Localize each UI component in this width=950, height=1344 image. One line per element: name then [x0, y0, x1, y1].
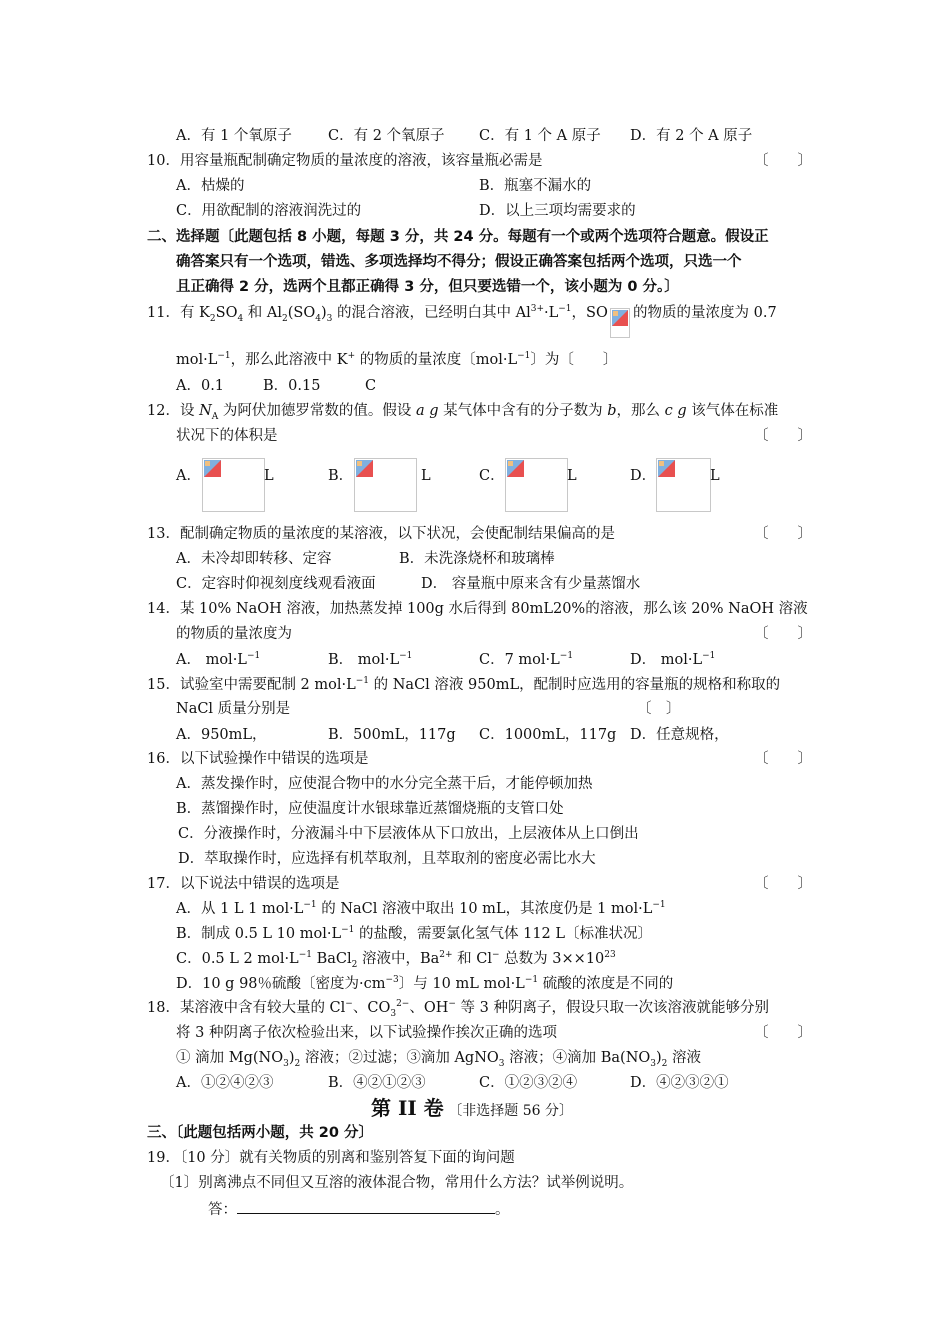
q17-answer-paren: 〔 〕 — [754, 876, 812, 892]
broken-image-icon — [657, 459, 677, 479]
q16-option-b: B．蒸馏操作时，应使温度计水银球靠近蒸馏烧瓶的支管口处 — [176, 801, 564, 817]
q12-option-b-unit: L — [421, 468, 431, 484]
q11-stem-line1-end: 的物质的量浓度为 0.7 — [633, 305, 777, 321]
q18-stem-line1: 18．某溶液中含有较大量的 Cl−、$CO_3^{2-}$、OH− 等 3 种阴离子，假设只取一次该溶液就能够分别 — [147, 999, 769, 1019]
q10-option-a: A．枯燥的 — [176, 178, 245, 194]
q18-answer-paren: 〔 〕 — [754, 1025, 812, 1041]
q17-option-a: A．从 1 L 1 $mol\cdot L^{-1}$ 的 NaCl 溶液中取出 10 mL，其浓度仍是 1 $mol\cdot L^{-1}$ — [176, 900, 666, 917]
q19-sub1: 〔1〕别离沸点不同但又互溶的液体混合物，常用什么方法？试举例说明。 — [160, 1175, 634, 1191]
q15-option-a: A．950mL， — [176, 727, 267, 743]
q10-option-c: C．用欲配制的溶液润洗过的 — [176, 203, 362, 219]
q14-answer-paren: 〔 〕 — [754, 626, 812, 642]
broken-image-icon — [611, 309, 629, 329]
q9-option-d: D．有 2 个 A 原子 — [630, 128, 753, 144]
q10-answer-paren: 〔 〕 — [754, 153, 812, 169]
q13-option-a: A．未冷却即转移、定容 — [176, 551, 332, 567]
q9-option-c: C．有 1 个 A 原子 — [479, 128, 601, 144]
q18-option-c: C．①②③②④ — [479, 1075, 578, 1091]
q12-option-d-unit: L — [710, 468, 720, 484]
broken-image-icon — [355, 459, 375, 479]
q17-stem: 17．以下说法中错误的选项是 — [147, 876, 340, 892]
q13-option-d: D． 容量瓶中原来含有少量蒸馏水 — [421, 576, 641, 592]
q12-option-c-image — [505, 458, 568, 512]
q14-option-b: B． $mol\cdot L^{-1}$ — [328, 651, 413, 668]
q12-option-a-unit: L — [264, 468, 274, 484]
q12-option-b-label: B． — [328, 468, 354, 484]
q15-option-b: B．500mL，117g — [328, 727, 456, 743]
q11-stem-line1: 11．有 $K_2SO_4$ 和 $Al_2(SO_4)_3$ 的混合溶液，已经明白其中 $Al^{3+}\cdot L^{-1}$，SO — [147, 304, 608, 324]
q12-option-a-image — [202, 458, 265, 512]
q16-option-a: A．蒸发操作时，应使混合物中的水分完全蒸干后，才能停顿加热 — [176, 776, 593, 792]
q12-option-a-label: A． — [176, 468, 201, 484]
q19-answer-line: 答： 。 — [208, 1199, 510, 1220]
q10-option-b: B．瓶塞不漏水的 — [479, 178, 592, 194]
q12-stem-line1: 12．设 $N_A$ 为阿伏加德罗常数的值。假设 a g 某气体中含有的分子数为 b，那么 c g 该气体在标准 — [147, 403, 779, 422]
q13-option-c: C．定容时仰视刻度线观看液面 — [176, 576, 376, 592]
q15-option-c: C．1000mL，117g — [479, 727, 617, 743]
q15-stem-line2: NaCl 质量分别是 — [176, 701, 291, 717]
q9-option-a: A．有 1 个氧原子 — [176, 128, 292, 144]
q11-option-c: C — [365, 378, 377, 394]
q16-answer-paren: 〔 〕 — [754, 751, 812, 767]
q18-option-a: A．①②④②③ — [176, 1075, 274, 1091]
q17-option-b: B．制成 0.5 L 10 $mol\cdot L^{-1}$ 的盐酸，需要氯化氢气体 112 L〔标准状况〕 — [176, 925, 653, 942]
q15-answer-paren: 〔 〕 — [637, 701, 681, 717]
section2-heading-line1: 二、选择题〔此题包括 8 小题，每题 3 分，共 24 分。每题有一个或两个选项符合题意。假设正 — [147, 229, 769, 245]
q13-stem: 13．配制确定物质的量浓度的某溶液，以下状况，会使配制结果偏高的是 — [147, 526, 615, 542]
section2-heading-line2: 确答案只有一个选项，错选、多项选择均不得分；假设正确答案包括两个选项，只选一个 — [176, 254, 742, 270]
q12-option-d-image — [656, 458, 711, 512]
q10-option-d: D．以上三项均需要求的 — [479, 203, 636, 219]
broken-image-icon — [203, 459, 223, 479]
answer-blank-field[interactable] — [237, 1199, 495, 1214]
q10-stem: 10．用容量瓶配制确定物质的量浓度的溶液，该容量瓶必需是 — [147, 153, 543, 169]
q12-option-c-unit: L — [567, 468, 577, 484]
q15-option-d: D．任意规格， — [630, 727, 729, 743]
q18-option-b: B．④②①②③ — [328, 1075, 426, 1091]
section3-heading: 三、〔此题包括两小题，共 20 分〕 — [147, 1125, 374, 1141]
q11-option-a: A．0.1 — [176, 378, 225, 394]
q11-stem-line2: $mol\cdot L^{-1}$，那么此溶液中 K+ 的物质的量浓度〔$mol\cdot L^{-1}$〕为〔 〕 — [176, 351, 618, 368]
q16-option-d: D．萃取操作时，应选择有机萃取剂，且萃取剂的密度必需比水大 — [178, 851, 596, 867]
q13-answer-paren: 〔 〕 — [754, 526, 812, 542]
q19-stem: 19．〔10 分〕就有关物质的别离和鉴别答复下面的询问题 — [147, 1150, 515, 1166]
q12-stem-line2: 状况下的体积是 — [176, 428, 278, 444]
q12-option-b-image — [354, 458, 417, 512]
q16-option-c: C．分液操作时，分液漏斗中下层液体从下口放出，上层液体从上口倒出 — [178, 826, 639, 842]
section2-heading-line3: 且正确得 2 分，选两个且都正确得 3 分，但只要选错一个，该小题为 0 分。〕 — [176, 279, 679, 295]
q13-option-b: B．未洗涤烧杯和玻璃棒 — [399, 551, 555, 567]
q14-stem-line1: 14．某 10% NaOH 溶液，加热蒸发掉 100g 水后得到 80mL20%的溶液，那么该 20% NaOH 溶液 — [147, 601, 808, 617]
q18-stem-line2: 将 3 种阴离子依次检验出来，以下试验操作挨次正确的选项 — [176, 1025, 557, 1041]
q12-option-c-label: C． — [479, 468, 505, 484]
q14-option-d: D． $mol\cdot L^{-1}$ — [630, 651, 716, 668]
part2-title: 第 II 卷 〔非选择题 56 分〕 — [371, 1096, 573, 1120]
q12-option-d-label: D． — [630, 468, 657, 484]
q18-stem-line3: ① 滴加 $Mg(NO_3)_2$ 溶液；②过滤；③滴加 AgNO$_3$ 溶液；④滴加 $Ba(NO_3)_2$ 溶液 — [176, 1050, 702, 1069]
q11-formula-image — [610, 308, 630, 338]
q11-option-b: B．0.15 — [263, 378, 321, 394]
q14-option-c: C．7 $mol\cdot L^{-1}$ — [479, 651, 574, 668]
q14-option-a: A． $mol\cdot L^{-1}$ — [176, 651, 261, 668]
broken-image-icon — [506, 459, 526, 479]
q17-option-c: C．0.5 L 2 $mol\cdot L^{-1}$ BaCl$_2$ 溶液中，$Ba^{2+}$ 和 Cl− 总数为 $3\times\times 10^{23}$ — [176, 950, 616, 970]
q17-option-d: D．10 g 98％硫酸〔密度为$\cdot cm^{-3}$〕与 10 mL $mol\cdot L^{-1}$ 硫酸的浓度是不同的 — [176, 975, 674, 992]
q14-stem-line2: 的物质的量浓度为 — [176, 626, 292, 642]
q9-option-b: C．有 2 个氧原子 — [328, 128, 445, 144]
q12-answer-paren: 〔 〕 — [754, 428, 812, 444]
q15-stem-line1: 15．试验室中需要配制 2 $mol\cdot L^{-1}$ 的 NaCl 溶液 950mL，配制时应选用的容量瓶的规格和称取的 — [147, 676, 781, 693]
q18-option-d: D．④②③②① — [630, 1075, 729, 1091]
q16-stem: 16．以下试验操作中错误的选项是 — [147, 751, 369, 767]
